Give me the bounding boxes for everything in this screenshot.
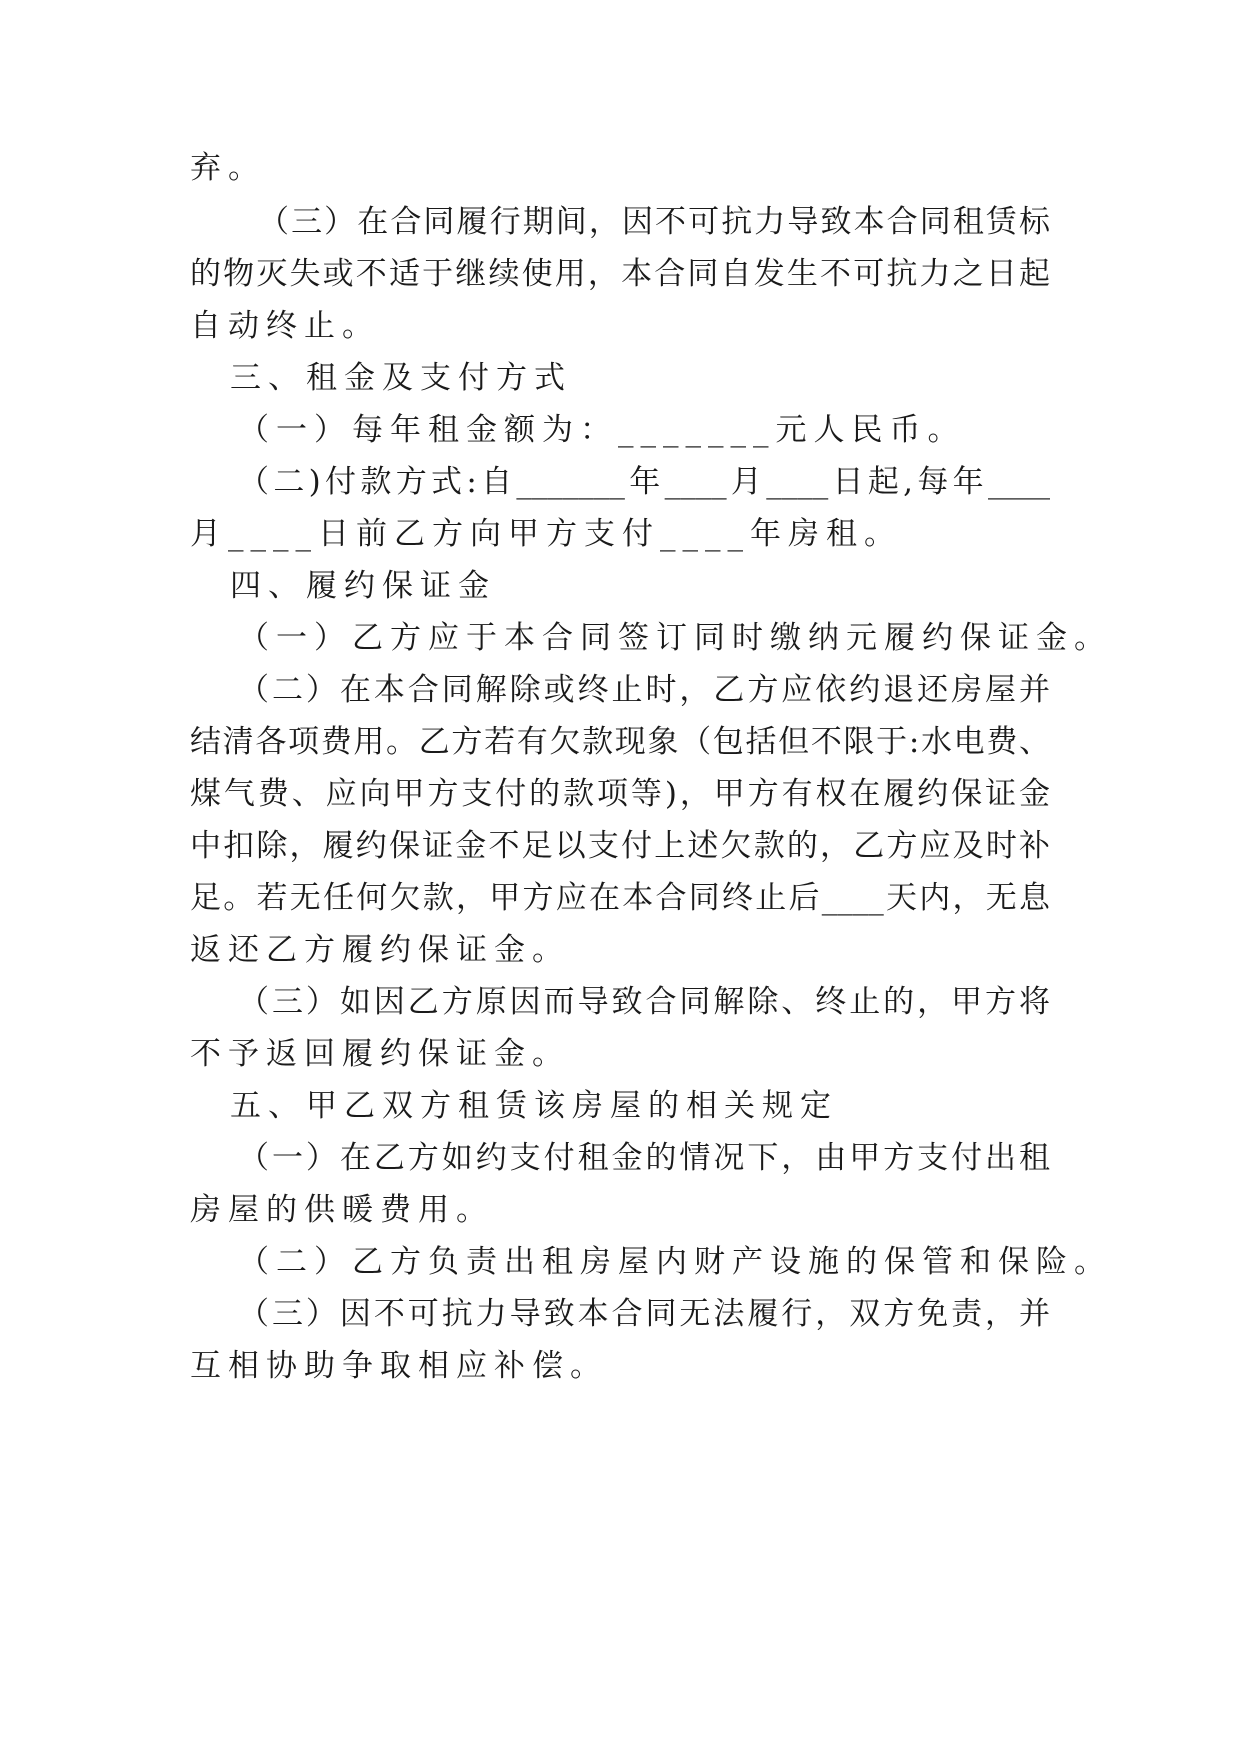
text-line: 月____日前乙方向甲方支付____年房租。: [190, 516, 902, 552]
text-line: （二）在本合同解除或终止时，乙方应依约退还房屋并: [238, 672, 1050, 708]
text-line: （一）乙方应于本合同签订同时缴纳元履约保证金。: [238, 620, 1112, 656]
text-line: 返还乙方履约保证金。: [190, 932, 570, 968]
text-line: 不予返回履约保证金。: [190, 1036, 570, 1072]
section-heading: 三、租金及支付方式: [230, 360, 572, 396]
text-line: 房屋的供暖费用。: [190, 1192, 494, 1228]
text-line: （三）如因乙方原因而导致合同解除、终止的，甲方将: [238, 984, 1050, 1020]
text-line: （三）因不可抗力导致本合同无法履行，双方免责，并: [238, 1296, 1050, 1332]
text-line: 弃。: [190, 150, 266, 186]
text-line: （一）在乙方如约支付租金的情况下，由甲方支付出租: [238, 1140, 1050, 1176]
text-line: 的物灭失或不适于继续使用，本合同自发生不可抗力之日起: [190, 256, 1050, 292]
text-line: （二）乙方负责出租房屋内财产设施的保管和保险。: [238, 1244, 1112, 1280]
text-line: （三）在合同履行期间，因不可抗力导致本合同租赁标: [258, 204, 1050, 240]
text-line: 结清各项费用。乙方若有欠款现象（包括但不限于:水电费、: [190, 724, 1050, 760]
section-heading: 五、甲乙双方租赁该房屋的相关规定: [230, 1088, 838, 1124]
text-line: 足。若无任何欠款，甲方应在本合同终止后____天内，无息: [190, 880, 1050, 916]
text-line: （一）每年租金额为：_______元人民币。: [238, 412, 966, 448]
text-line: （二)付款方式:自_______年____月____日起,每年____: [238, 464, 1050, 500]
section-heading: 四、履约保证金: [230, 568, 496, 604]
text-line: 自动终止。: [190, 308, 380, 344]
text-line: 互相协助争取相应补偿。: [190, 1348, 608, 1384]
text-line: 中扣除，履约保证金不足以支付上述欠款的，乙方应及时补: [190, 828, 1050, 864]
text-line: 煤气费、应向甲方支付的款项等)，甲方有权在履约保证金: [190, 776, 1050, 812]
